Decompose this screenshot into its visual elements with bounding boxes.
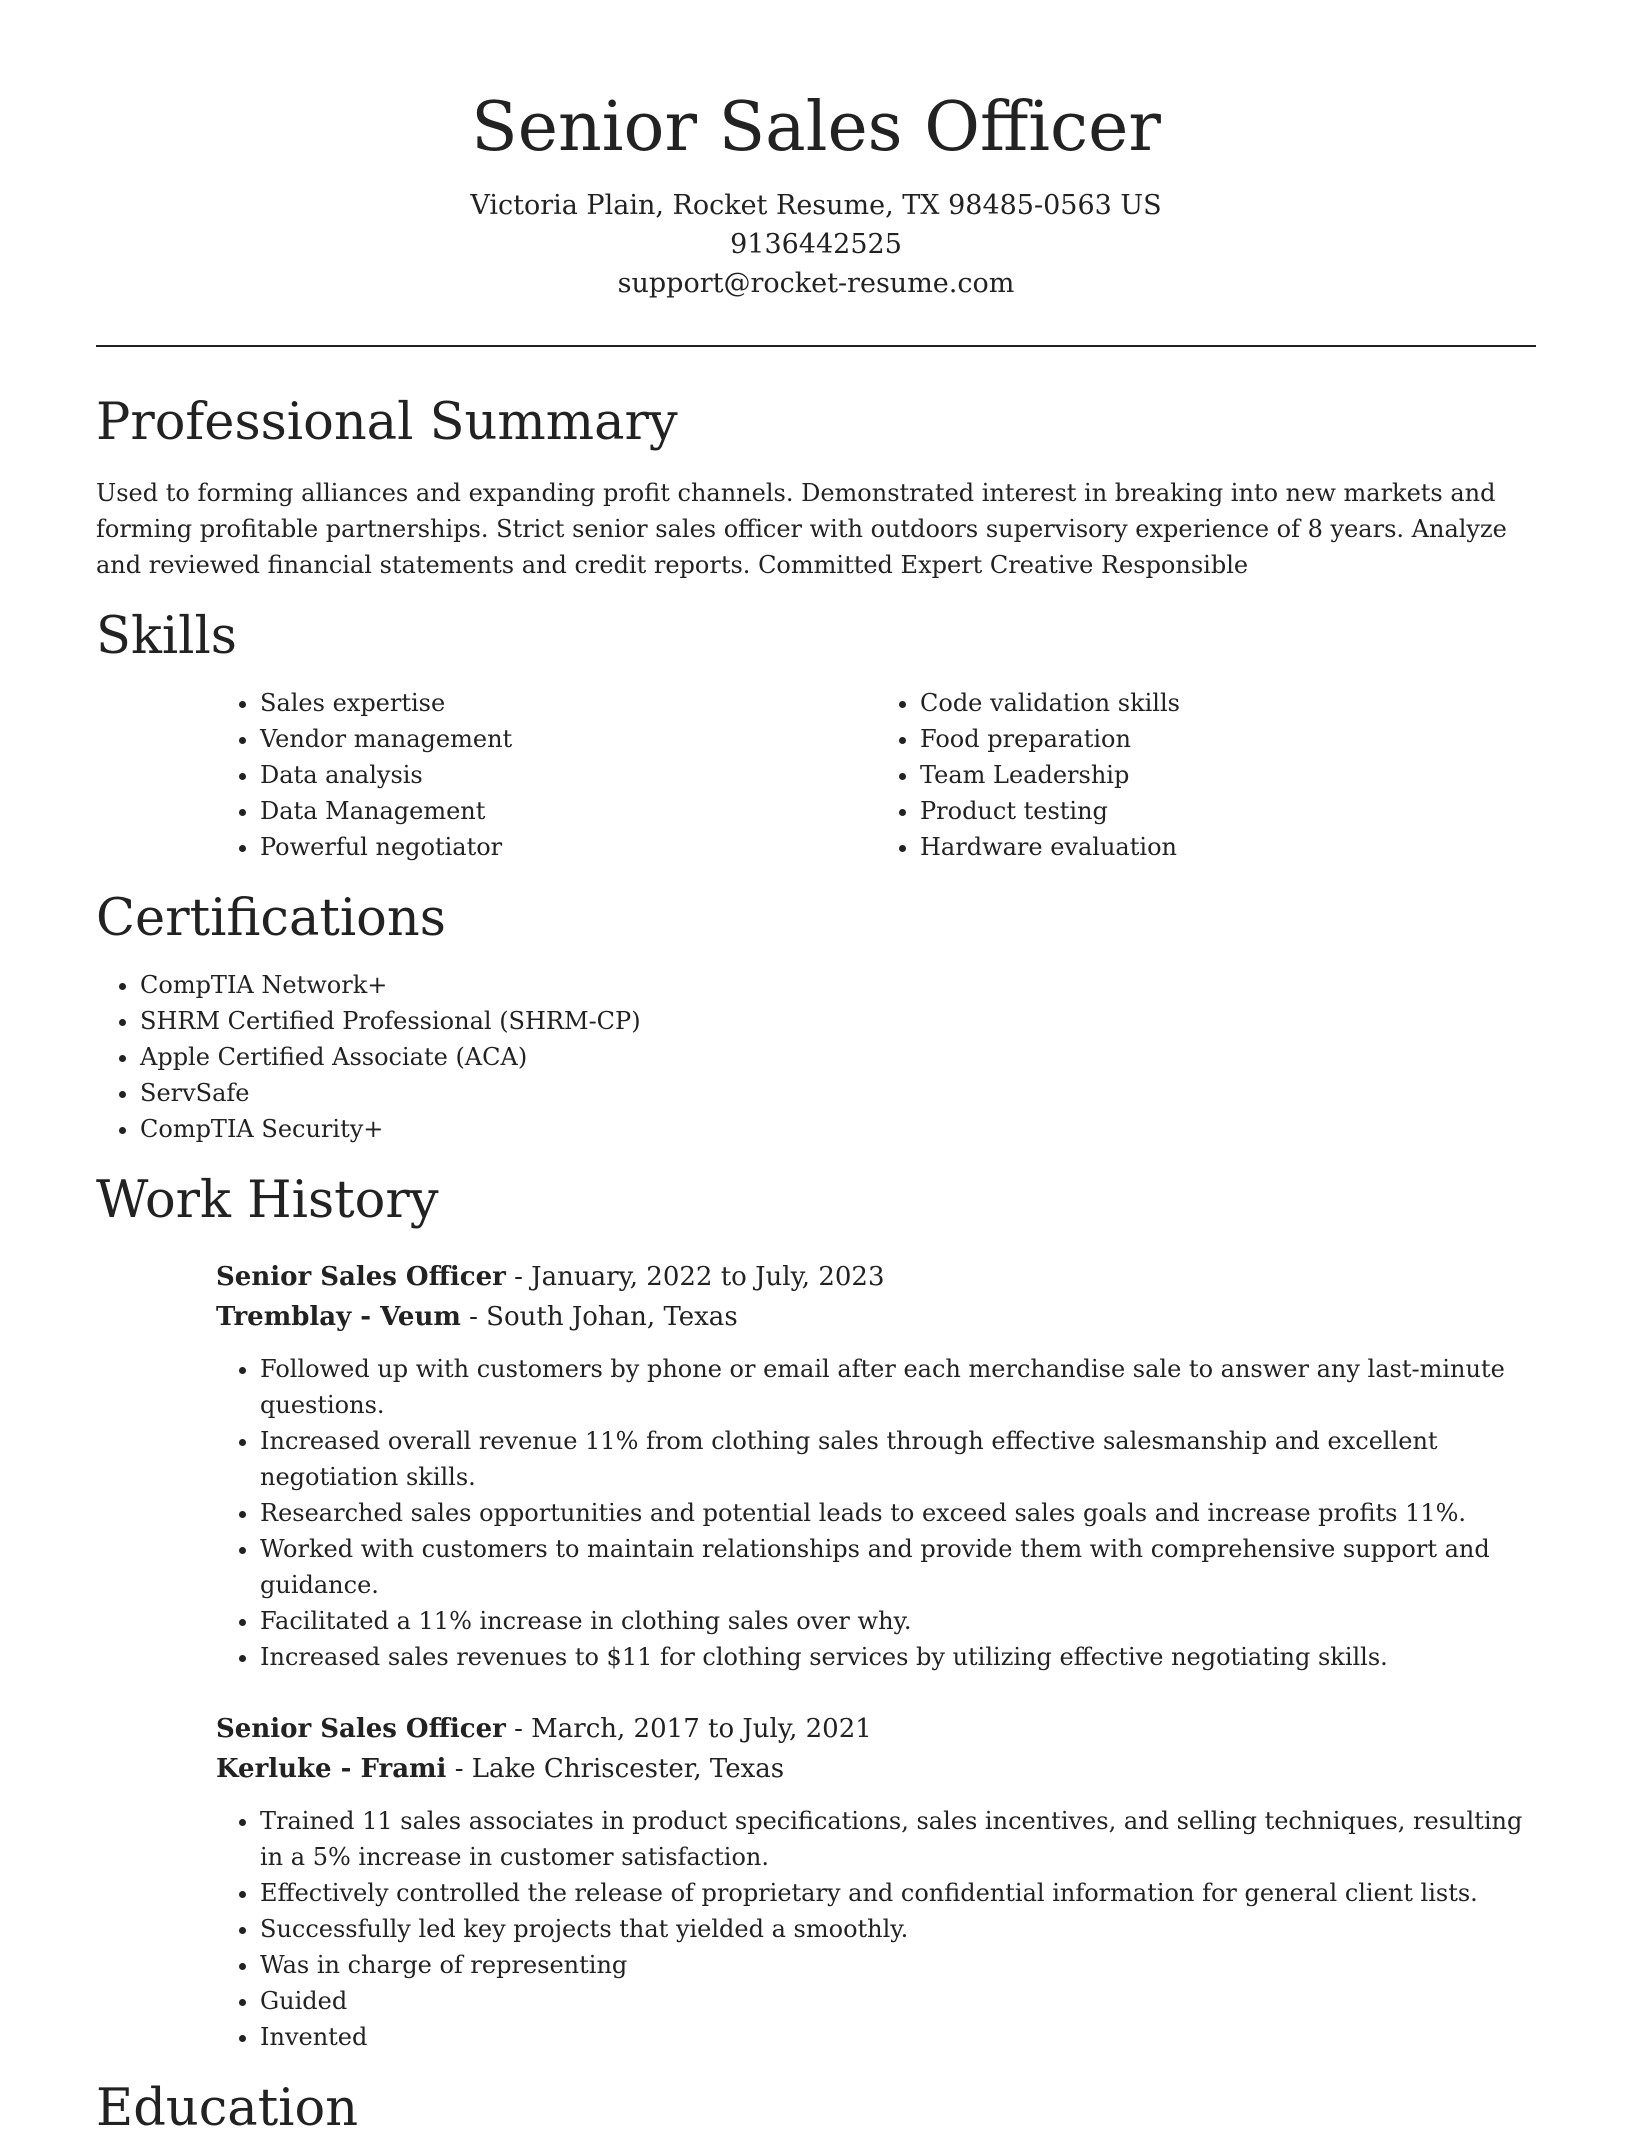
job-bullets xyxy=(216,1803,1536,2055)
resume-name: Senior Sales Officer xyxy=(471,88,1161,167)
job-company-line xyxy=(216,1297,1536,1337)
job-company: Kerluke - Frami xyxy=(216,1754,447,1784)
education-title: Education xyxy=(96,2079,359,2138)
job-dates: - January, 2022 to July, 2023 xyxy=(505,1262,885,1292)
contact-email: support@rocket-resume.com xyxy=(617,268,1015,299)
job-bullet: • Invented xyxy=(260,2019,1536,2055)
job-bullet: • Increased overall revenue 11% from clothing sales through effective salesmanship and excellent negotiation skills. xyxy=(260,1423,1536,1495)
job-bullet: • Increased sales revenues to $11 for clothing services by utilizing effective negotiating skills. xyxy=(260,1639,1536,1675)
job-bullet: • Followed up with customers by phone or email after each merchandise sale to answer any last-minute questions. xyxy=(260,1351,1536,1423)
skill-item: • Sales expertise xyxy=(260,685,876,721)
certification-item: • CompTIA Security+ xyxy=(140,1111,1536,1147)
skill-item: • Data Management xyxy=(260,793,876,829)
work-history-section xyxy=(96,1169,1536,2055)
job-location: - Lake Chriscester, Texas xyxy=(446,1754,785,1784)
skill-item: • Code validation skills xyxy=(920,685,1536,721)
certification-item: • Apple Certified Associate (ACA) xyxy=(140,1039,1536,1075)
certification-item: • CompTIA Network+ xyxy=(140,967,1536,1003)
certifications-title: Certifications xyxy=(96,889,446,948)
job-company: Tremblay - Veum xyxy=(216,1302,461,1332)
skills-grid xyxy=(216,685,1536,865)
skills-list-right xyxy=(876,685,1536,865)
contact-address: Victoria Plain, Rocket Resume, TX 98485-0563 US xyxy=(470,190,1162,221)
education-section xyxy=(96,2077,1536,2141)
summary-text: Used to forming alliances and expanding profit channels. Demonstrated interest in breaking into new markets and forming profitable partnerships. Strict senior sales officer with outdoors supervisory experience of 8 years. Analyze and reviewed financial statements and credit reports. Committed Expert Creative Responsible xyxy=(96,479,1507,579)
job-bullet: • Facilitated a 11% increase in clothing sales over why. xyxy=(260,1603,1536,1639)
skill-item: • Product testing xyxy=(920,793,1536,829)
job-bullet: • Effectively controlled the release of proprietary and confidential information for general client lists. xyxy=(260,1875,1536,1911)
job-bullet: • Successfully led key projects that yielded a smoothly. xyxy=(260,1911,1536,1947)
skill-item: • Vendor management xyxy=(260,721,876,757)
skill-item: • Powerful negotiator xyxy=(260,829,876,865)
job-bullet: • Worked with customers to maintain relationships and provide them with comprehensive support and guidance. xyxy=(260,1531,1536,1603)
skill-item: • Food preparation xyxy=(920,721,1536,757)
certifications-list xyxy=(96,967,1536,1147)
resume-header xyxy=(96,0,1536,303)
job-location: - South Johan, Texas xyxy=(460,1302,738,1332)
skills-title: Skills xyxy=(96,607,237,666)
job-bullet: • Researched sales opportunities and potential leads to exceed sales goals and increase profits 11%. xyxy=(260,1495,1536,1531)
job-title: Senior Sales Officer xyxy=(216,1262,506,1292)
work-history-title: Work History xyxy=(96,1171,439,1230)
job-bullet: • Was in charge of representing xyxy=(260,1947,1536,1983)
job-title-line xyxy=(216,1257,1536,1297)
job-company-line xyxy=(216,1749,1536,1789)
job-dates: - March, 2017 to July, 2021 xyxy=(505,1714,872,1744)
contact-phone: 9136442525 xyxy=(730,229,902,260)
job-bullet: • Guided xyxy=(260,1983,1536,2019)
job-entry xyxy=(216,1257,1536,1675)
summary-section xyxy=(96,391,1536,583)
skills-section xyxy=(96,605,1536,865)
summary-title: Professional Summary xyxy=(96,393,678,452)
job-bullets xyxy=(216,1351,1536,1675)
job-bullet: • Trained 11 sales associates in product specifications, sales incentives, and selling techniques, resulting in a 5% increase in customer satisfaction. xyxy=(260,1803,1536,1875)
skill-item: • Team Leadership xyxy=(920,757,1536,793)
certifications-section xyxy=(96,887,1536,1147)
skill-item: • Hardware evaluation xyxy=(920,829,1536,865)
job-title-line xyxy=(216,1709,1536,1749)
certification-item: • ServSafe xyxy=(140,1075,1536,1111)
job-title: Senior Sales Officer xyxy=(216,1714,506,1744)
header-divider xyxy=(96,345,1536,347)
job-entry xyxy=(216,1709,1536,2055)
skill-item: • Data analysis xyxy=(260,757,876,793)
skills-list-left xyxy=(216,685,876,865)
resume-page xyxy=(96,0,1536,2141)
certification-item: • SHRM Certified Professional (SHRM-CP) xyxy=(140,1003,1536,1039)
